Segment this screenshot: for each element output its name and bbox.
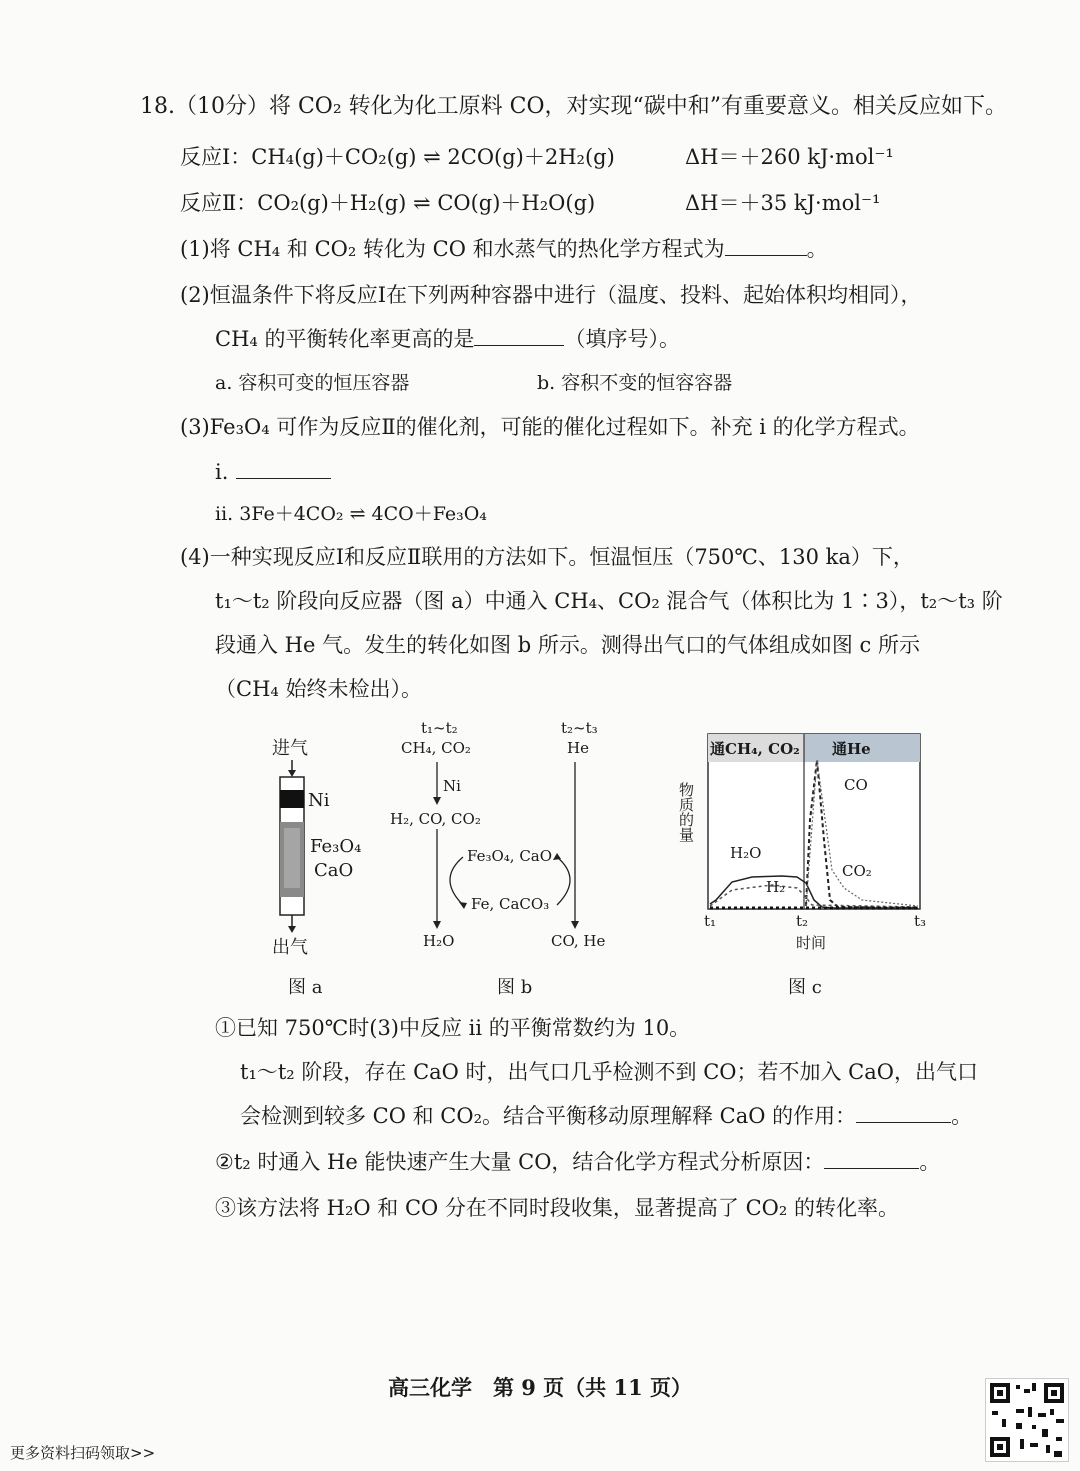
figure-b-caption: 图 b bbox=[497, 977, 533, 998]
feed-gas-label: CH₄, CO₂ bbox=[401, 739, 471, 757]
answer-blank-3[interactable] bbox=[236, 477, 331, 479]
answer-blank-4[interactable] bbox=[856, 1121, 951, 1123]
t1-tick: t₁ bbox=[704, 912, 717, 930]
co-series-label: CO bbox=[844, 776, 868, 794]
cycle-bottom-label: Fe, CaCO₃ bbox=[471, 895, 550, 913]
sub-question-1c-end: 。 bbox=[951, 1104, 973, 1128]
h2o-series-label: H₂O bbox=[730, 844, 762, 862]
reaction-2 bbox=[180, 189, 595, 217]
fe3o4-label: Fe₃O₄ bbox=[310, 836, 362, 857]
figure-a bbox=[262, 730, 372, 960]
sub-question-1b: t₁～t₂ 阶段，存在 CaO 时，出气口几乎检测不到 CO；若不加入 CaO，出气口 bbox=[240, 1060, 978, 1084]
sub-question-2 bbox=[215, 1148, 940, 1176]
t2-t3-label: t₂~t₃ bbox=[561, 719, 598, 737]
more-resources-link[interactable]: 更多资料扫码领取>> bbox=[10, 1444, 156, 1462]
answer-blank-2[interactable] bbox=[474, 344, 564, 346]
h2-series-label: H₂ bbox=[766, 878, 786, 896]
y-axis-label: 物质的量 bbox=[677, 782, 695, 842]
header-left-label: 通CH₄, CO₂ bbox=[710, 740, 800, 758]
figure-c bbox=[672, 730, 934, 960]
qr-code[interactable] bbox=[985, 1378, 1069, 1462]
figure-c-caption: 图 c bbox=[788, 977, 822, 998]
option-a: a. 容积可变的恒压容器 bbox=[215, 372, 410, 394]
t3-tick: t₃ bbox=[914, 912, 927, 930]
right-product-label: CO, He bbox=[551, 932, 606, 950]
rxn1-label: 反应Ⅰ： bbox=[180, 145, 252, 169]
part-2-line-b bbox=[215, 325, 680, 353]
sub-question-1c bbox=[240, 1102, 972, 1130]
t2-tick: t₂ bbox=[796, 912, 809, 930]
option-b: b. 容积不变的恒容容器 bbox=[537, 372, 733, 394]
ni-label: Ni bbox=[308, 790, 330, 811]
sub-question-3: ③该方法将 H₂O 和 CO 分在不同时段收集，显著提高了 CO₂ 的转化率。 bbox=[215, 1196, 899, 1220]
answer-blank-1[interactable] bbox=[725, 254, 807, 256]
part-4-line-d: （CH₄ 始终未检出）。 bbox=[215, 677, 422, 701]
inlet-label: 进气 bbox=[272, 738, 308, 759]
part-2-end: （填序号）。 bbox=[564, 327, 680, 351]
he-label: He bbox=[567, 739, 589, 757]
cao-label: CaO bbox=[314, 860, 354, 881]
part-3-i bbox=[215, 458, 331, 486]
outlet-label: 出气 bbox=[272, 937, 308, 958]
question-header: 18.（10分）将 CO₂ 转化为化工原料 CO，对实现“碳中和”有重要意义。相关反应如下。 bbox=[140, 94, 1008, 119]
rxn1-equation: CH₄(g)＋CO₂(g) ⇌ 2CO(g)＋2H₂(g) bbox=[251, 145, 615, 169]
qr-code-icon bbox=[986, 1379, 1068, 1461]
reaction-1 bbox=[180, 143, 615, 171]
part-4-line-c: 段通入 He 气。发生的转化如图 b 所示。测得出气口的气体组成如图 c 所示 bbox=[215, 633, 920, 657]
part-2-line-a: (2)恒温条件下将反应Ⅰ在下列两种容器中进行（温度、投料、起始体积均相同）， bbox=[180, 283, 922, 307]
answer-blank-5[interactable] bbox=[824, 1167, 919, 1169]
rxn2-equation: CO₂(g)＋H₂(g) ⇌ CO(g)＋H₂O(g) bbox=[257, 191, 596, 215]
ni-catalyst-label: Ni bbox=[443, 777, 461, 795]
part-2-text: CH₄ 的平衡转化率更高的是 bbox=[215, 327, 475, 351]
part-4-line-b: t₁～t₂ 阶段向反应器（图 a）中通入 CH₄、CO₂ 混合气（体积比为 1∶3），t₂～t₃ 阶 bbox=[215, 589, 1003, 613]
figure-a-caption: 图 a bbox=[288, 977, 323, 998]
part-1-text: (1)将 CH₄ 和 CO₂ 转化为 CO 和水蒸气的热化学方程式为 bbox=[180, 237, 725, 261]
part-1-end: 。 bbox=[806, 237, 828, 261]
left-product-label: H₂O bbox=[423, 932, 455, 950]
sub-question-2-text: ②t₂ 时通入 He 能快速产生大量 CO，结合化学方程式分析原因： bbox=[215, 1150, 825, 1174]
co2-series-label: CO₂ bbox=[842, 862, 872, 880]
part-3: (3)Fe₃O₄ 可作为反应Ⅱ的催化剂，可能的催化过程如下。补充 ⅰ 的化学方程式。 bbox=[180, 415, 920, 439]
reaction-2-dh: ΔH＝＋35 kJ·mol⁻¹ bbox=[685, 191, 881, 215]
sub-question-2-end: 。 bbox=[919, 1150, 941, 1174]
rxn2-label: 反应Ⅱ： bbox=[180, 191, 258, 215]
part-4-line-a: (4)一种实现反应Ⅰ和反应Ⅱ联用的方法如下。恒温恒压（750℃、130 ka）下， bbox=[180, 545, 914, 569]
reaction-1-dh: ΔH＝＋260 kJ·mol⁻¹ bbox=[685, 145, 894, 169]
cycle-top-label: Fe₃O₄, CaO bbox=[467, 847, 553, 865]
figure-b bbox=[385, 717, 625, 957]
page-footer: 高三化学 第 9 页（共 11 页） bbox=[387, 1375, 693, 1400]
t1-t2-label: t₁~t₂ bbox=[421, 719, 458, 737]
x-axis-label: 时间 bbox=[796, 934, 827, 952]
sub-question-1c-text: 会检测到较多 CO 和 CO₂。结合平衡移动原理解释 CaO 的作用： bbox=[240, 1104, 857, 1128]
header-right-label: 通He bbox=[832, 740, 871, 758]
sub-question-1a: ①已知 750℃时(3)中反应 ⅱ 的平衡常数约为 10。 bbox=[215, 1016, 691, 1040]
part-3-ii: ⅱ. 3Fe＋4CO₂ ⇌ 4CO＋Fe₃O₄ bbox=[215, 503, 487, 525]
intermediate-gas-label: H₂, CO, CO₂ bbox=[390, 810, 481, 828]
part-1 bbox=[180, 235, 828, 263]
part-3-i-label: ⅰ. bbox=[215, 460, 229, 484]
